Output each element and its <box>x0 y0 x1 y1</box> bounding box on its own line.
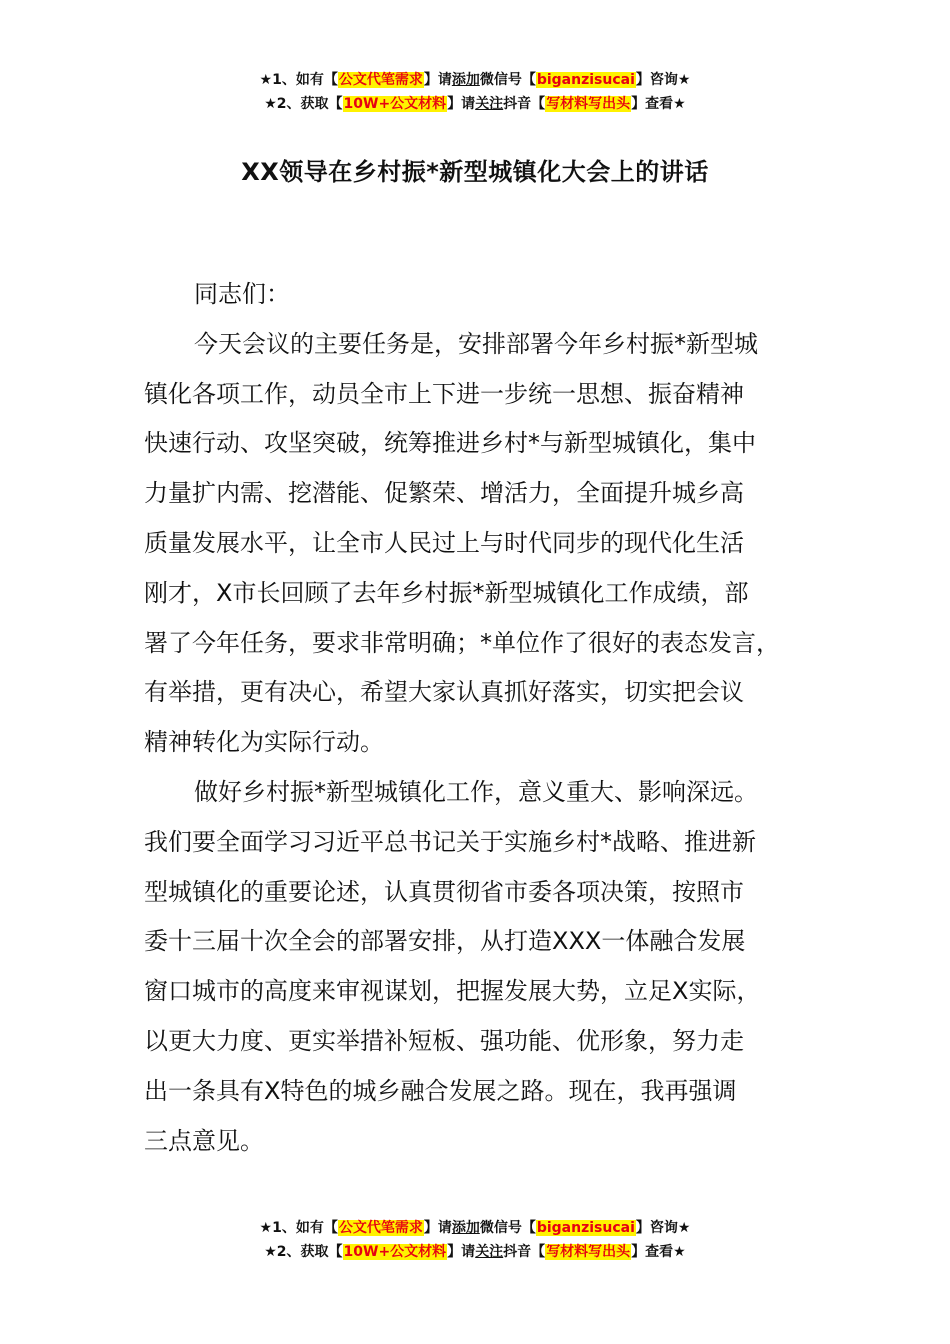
banner-line-1 <box>0 1216 950 1240</box>
banner-text: 抖音【 <box>503 96 546 112</box>
banner-text: 微信号【 <box>479 1220 536 1236</box>
paragraph-line: 刚才，X市长回顾了去年乡村振*新型城镇化工作成绩，部 <box>144 578 749 607</box>
wechat-id-highlight: biganzisucai <box>536 1220 635 1236</box>
paragraph-line: 精神转化为实际行动。 <box>144 728 384 757</box>
salutation: 同志们： <box>194 280 290 308</box>
paragraph-line: 我们要全面学习习近平总书记关于实施乡村*战略、推进新 <box>144 827 756 856</box>
banner-text: 】请 <box>447 1244 476 1260</box>
paragraph-line: 做好乡村振*新型城镇化工作，意义重大、影响深远。 <box>194 777 758 806</box>
paragraph-line: 三点意见。 <box>144 1126 264 1155</box>
douyin-account-highlight: 写材料写出头 <box>546 96 631 112</box>
banner-text: ★2、获取【 <box>264 96 343 112</box>
footer-banner <box>0 1216 950 1264</box>
banner-text: 微信号【 <box>479 72 536 88</box>
banner-line-2 <box>0 92 950 116</box>
follow-emphasis: 关注 <box>475 1244 504 1260</box>
document-body <box>144 270 834 1166</box>
banner-text: 】咨询★ <box>635 1220 691 1236</box>
paragraph-line: 署了今年任务，要求非常明确；*单位作了很好的表态发言， <box>144 628 780 657</box>
banner-text: 】咨询★ <box>635 72 691 88</box>
banner-text: 】请 <box>423 1220 452 1236</box>
banner-text: 】请 <box>447 96 476 112</box>
paragraph-line: 镇化各项工作，动员全市上下进一步统一思想、振奋精神 <box>144 379 744 408</box>
header-banner <box>0 68 950 116</box>
add-emphasis: 添加 <box>451 72 480 88</box>
paragraph-line: 快速行动、攻坚突破，统筹推进乡村*与新型城镇化，集中 <box>144 429 756 458</box>
banner-text: 】查看★ <box>631 96 686 112</box>
service-highlight: 公文代笔需求 <box>338 1220 423 1236</box>
add-emphasis: 添加 <box>451 1220 480 1236</box>
banner-text: ★2、获取【 <box>264 1244 343 1260</box>
materials-highlight: 10W+公文材料 <box>343 96 447 112</box>
banner-line-2 <box>0 1240 950 1264</box>
paragraph-line: 今天会议的主要任务是，安排部署今年乡村振*新型城 <box>194 329 758 358</box>
paragraph-line: 型城镇化的重要论述，认真贯彻省市委各项决策，按照市 <box>144 877 744 906</box>
paragraph-line: 出一条具有X特色的城乡融合发展之路。现在，我再强调 <box>144 1076 737 1105</box>
document-title: XX领导在乡村振*新型城镇化大会上的讲话 <box>241 158 709 186</box>
wechat-id-highlight: biganzisucai <box>536 72 635 88</box>
materials-highlight: 10W+公文材料 <box>343 1244 447 1260</box>
banner-text: ★1、如有【 <box>259 72 338 88</box>
follow-emphasis: 关注 <box>475 96 504 112</box>
paragraph-2 <box>144 768 834 1166</box>
paragraph-line: 有举措，更有决心，希望大家认真抓好落实，切实把会议 <box>144 678 744 707</box>
banner-text: ★1、如有【 <box>259 1220 338 1236</box>
banner-line-1 <box>0 68 950 92</box>
paragraph-line: 力量扩内需、挖潜能、促繁荣、增活力，全面提升城乡高 <box>144 479 744 508</box>
banner-text: 】请 <box>423 72 452 88</box>
paragraph-line: 窗口城市的高度来审视谋划，把握发展大势，立足X实际， <box>144 977 761 1006</box>
banner-text: 抖音【 <box>503 1244 546 1260</box>
paragraph-line: 以更大力度、更实举措补短板、强功能、优形象，努力走 <box>144 1026 744 1055</box>
service-highlight: 公文代笔需求 <box>338 72 423 88</box>
paragraph-line: 委十三届十次全会的部署安排，从打造XXX一体融合发展 <box>144 927 746 956</box>
banner-text: 】查看★ <box>631 1244 686 1260</box>
douyin-account-highlight: 写材料写出头 <box>546 1244 631 1260</box>
paragraph-line: 质量发展水平，让全市人民过上与时代同步的现代化生活 <box>144 528 744 557</box>
paragraph-1 <box>144 320 834 768</box>
